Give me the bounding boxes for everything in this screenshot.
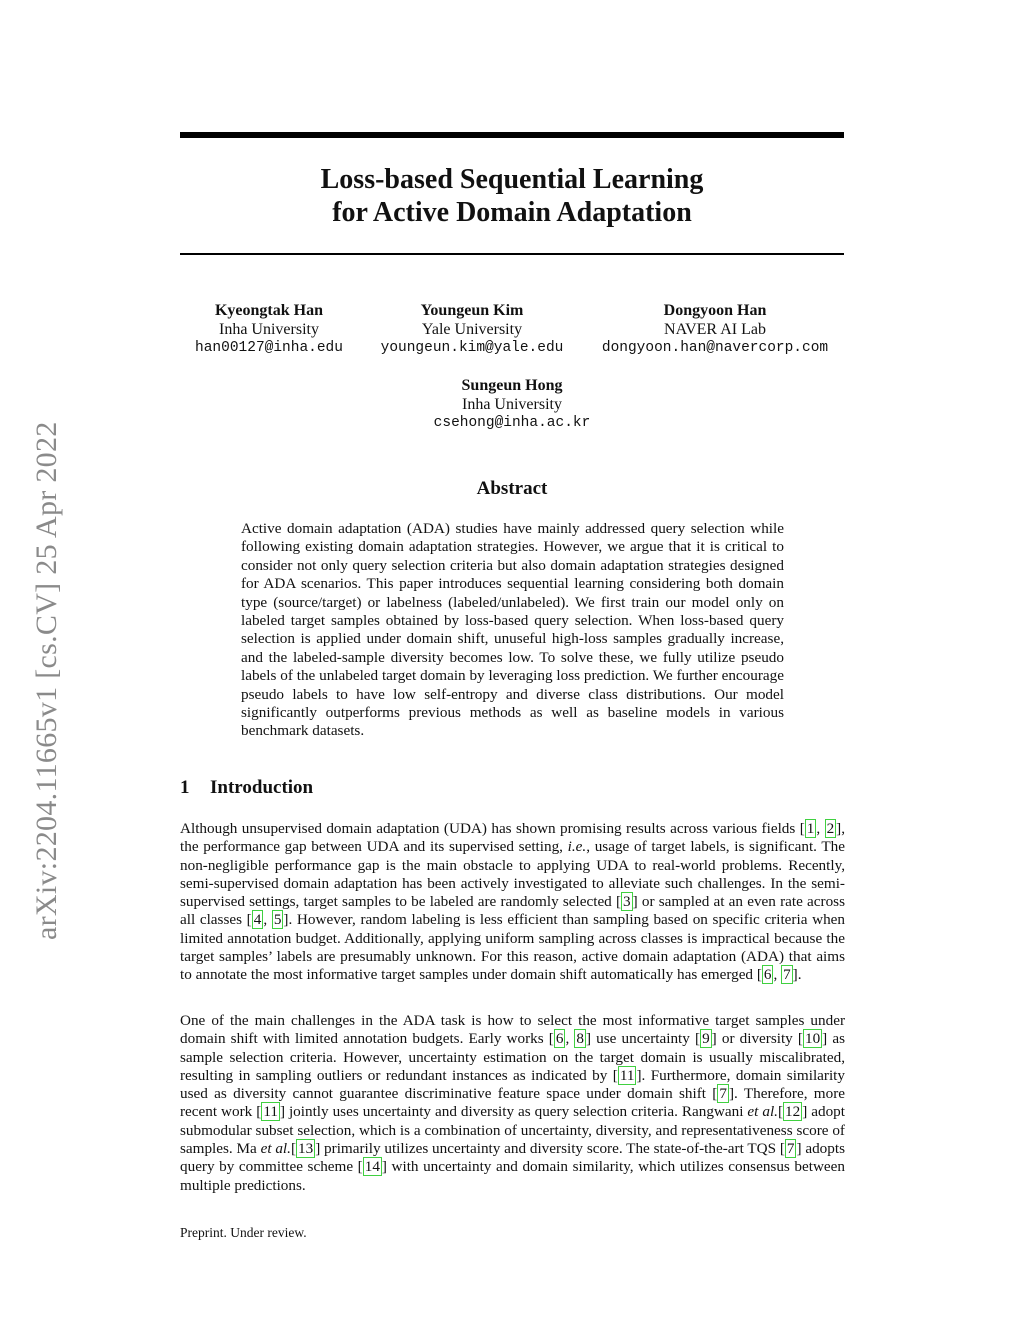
citation-link[interactable]: 2 bbox=[826, 820, 835, 837]
text-run: [ bbox=[777, 1103, 784, 1121]
citation-link[interactable]: 8 bbox=[576, 1030, 584, 1048]
author-name: Kyeongtak Han bbox=[214, 302, 323, 319]
text-run: ] as sample selection criteria. However, uncertainty estimation on the target domain is usually miscalibrated, resulting in sampling outliers or redundant instances as indicated by [ bbox=[180, 1030, 845, 1084]
text-run: , bbox=[565, 1030, 575, 1048]
author-block bbox=[412, 376, 612, 433]
author-affiliation: Inha University bbox=[219, 321, 319, 338]
citation-link[interactable]: 14 bbox=[364, 1158, 380, 1176]
text-run: i.e. bbox=[567, 838, 587, 856]
text-run: ] adopts query by committee scheme [ bbox=[180, 1140, 845, 1176]
citation-link[interactable]: 4 bbox=[253, 911, 262, 929]
title-rule-top bbox=[180, 132, 844, 138]
text-run: et al. bbox=[260, 1140, 291, 1158]
author-affiliation: NAVER AI Lab bbox=[664, 321, 766, 338]
text-run: , usage of target labels, is significant. The non-negligible performance gap is the main obstacle to applying UDA to real-world problems. Recently, semi-supervised domain adaptation has been actively investigated to alleviate such challenges. In the semi-supervised settings, target samples to be labeled are randomly selected bbox=[180, 838, 846, 911]
text-run: ] or diversity [ bbox=[711, 1030, 803, 1048]
text-run: or sampled at an even rate across all classes [ bbox=[180, 893, 845, 929]
text-run: Although unsupervised domain adaptation (UDA) has shown promising results across various fields bbox=[180, 820, 800, 837]
text-run: ] use uncertainty [ bbox=[585, 1030, 701, 1048]
author-email: csehong@inha.ac.kr bbox=[433, 415, 591, 431]
text-run: , bbox=[263, 911, 272, 929]
title-rule-bottom bbox=[180, 253, 844, 255]
citation-link[interactable]: 12 bbox=[785, 1103, 801, 1121]
text-run: ]. However, random labeling is less efficient than sampling based on specific criteria when limited annotation budget. Additionally, applying uniform sampling across classes is impractical because the target samples’ labels are presumably unknown. For this reason, active domain adaptation (ADA) that aims to annotate the most informative target samples under domain shift automatically has emerged [ bbox=[180, 911, 846, 984]
citation-link[interactable]: 7 bbox=[783, 966, 791, 984]
intro-paragraph-2 bbox=[180, 1012, 845, 1195]
author-name: Sungeun Hong bbox=[461, 377, 563, 394]
text-run: ], the performance gap between UDA and its supervised setting, bbox=[180, 820, 846, 856]
author-name: Dongyoon Han bbox=[663, 302, 767, 319]
author-block bbox=[590, 301, 840, 358]
author-name: Youngeun Kim bbox=[420, 302, 524, 319]
title-line-2: for Active Domain Adaptation bbox=[332, 197, 692, 228]
text-run: , bbox=[816, 820, 825, 837]
text-run: ] adopt submodular subset selection, which is a combination of uncertainty, diversity, and representativeness score of samples. Ma bbox=[180, 1103, 845, 1158]
section-heading bbox=[180, 777, 313, 799]
citation-link[interactable]: 13 bbox=[298, 1140, 314, 1158]
citation-link[interactable]: 10 bbox=[804, 1030, 821, 1048]
arxiv-stamp: arXiv:2204.11665v1 [cs.CV] 25 Apr 2022 bbox=[30, 421, 63, 940]
citation-link[interactable]: 6 bbox=[763, 966, 772, 984]
citation-link[interactable]: 1 bbox=[806, 820, 815, 837]
section-number: 1 bbox=[180, 777, 190, 798]
text-run: ]. Furthermore, domain similarity used as diversity cannot guarantee discriminative feature space under domain shift [ bbox=[180, 1066, 845, 1103]
citation-link[interactable]: 9 bbox=[702, 1030, 710, 1048]
page-footer: Preprint. Under review. bbox=[180, 1225, 307, 1240]
title-line-1: Loss-based Sequential Learning bbox=[320, 164, 704, 195]
author-block bbox=[169, 301, 369, 358]
section-title: Introduction bbox=[210, 777, 314, 798]
text-run: ] jointly uses uncertainty and diversity as query selection criteria. Rangwani bbox=[279, 1103, 748, 1121]
citation-link[interactable]: 6 bbox=[555, 1030, 564, 1048]
text-run: ]. bbox=[792, 966, 802, 984]
citation-link[interactable]: 7 bbox=[786, 1140, 795, 1158]
citation-link[interactable]: 7 bbox=[719, 1085, 727, 1103]
author-email: youngeun.kim@yale.edu bbox=[380, 340, 564, 356]
paper-title bbox=[180, 163, 844, 229]
author-affiliation: Inha University bbox=[462, 396, 562, 413]
abstract-heading: Abstract bbox=[476, 478, 548, 499]
citation-link[interactable]: 3 bbox=[623, 893, 631, 911]
author-block bbox=[362, 301, 582, 358]
citation-link[interactable]: 11 bbox=[263, 1103, 278, 1121]
intro-paragraph-1: Although unsupervised domain adaptation (UDA) has shown promising results across various fields [ 1 , 2 ], the performance gap between UDA and its supervised setting, i.e., usage of target labels, is significant. The non-negligible performance gap is the main obstacle to applying UDA to real-world problems. Recently, semi-supervised domain adaptation has been actively investigated to alleviate such challenges. In the semi-supervised settings, target samples to be labeled are randomly selected [ 3 ] or sampled at an even rate across all classes [ 4 , 5 ]. However, random labeling is less efficient than sampling based on specific criteria when limited annotation budget. Additionally, applying uniform sampling across classes is impractical because the target samples’ labels are presumably unknown. For this reason, active domain adaptation (ADA) that aims to annotate the most informative target samples under domain shift automatically has emerged [ 6 , 7 ]. bbox=[180, 820, 846, 984]
text-run: ] with uncertainty and domain similarity, which utilizes consensus between multiple predictions. bbox=[180, 1158, 846, 1194]
abstract-text: Active domain adaptation (ADA) studies have mainly addressed query selection while following existing domain adaptation strategies. However, we argue that it is critical to consider not only query selection criteria but also domain adaptation strategies designed for ADA scenarios. This paper introduces sequential learning considering both domain type (source/target) or labelness (labeled/unlabeled). We first train our model only on labeled target samples obtained by loss-based query selection. When loss-based query selection is applied under domain shift, unuseful high-loss samples gradually increase, and the labeled-sample diversity becomes low. To solve these, we fully utilize pseudo labels of the unlabeled target domain by leveraging loss prediction. We further encourage pseudo labels to have low self-entropy and diverse class distributions. Our model significantly outperforms previous methods as well as baseline models in various benchmark datasets. bbox=[241, 520, 784, 740]
text-run: , bbox=[773, 966, 782, 984]
author-email: han00127@inha.edu bbox=[195, 340, 343, 356]
text-run: et al. bbox=[747, 1103, 778, 1121]
text-run: ] primarily utilizes uncertainty and diversity score. The state-of-the-art TQS [ bbox=[315, 1140, 785, 1158]
citation-link[interactable]: 11 bbox=[619, 1066, 635, 1084]
text-run: [ bbox=[290, 1140, 297, 1158]
text-run: One of the main challenges in the ADA task is how to select the most informative target samples under domain shift with limited annotation budgets. Early works [ bbox=[180, 1012, 845, 1048]
author-email: dongyoon.han@navercorp.com bbox=[601, 340, 829, 356]
text-run: ]. Therefore, more recent work [ bbox=[180, 1085, 845, 1121]
author-affiliation: Yale University bbox=[421, 321, 523, 338]
citation-link[interactable]: 5 bbox=[273, 911, 282, 929]
